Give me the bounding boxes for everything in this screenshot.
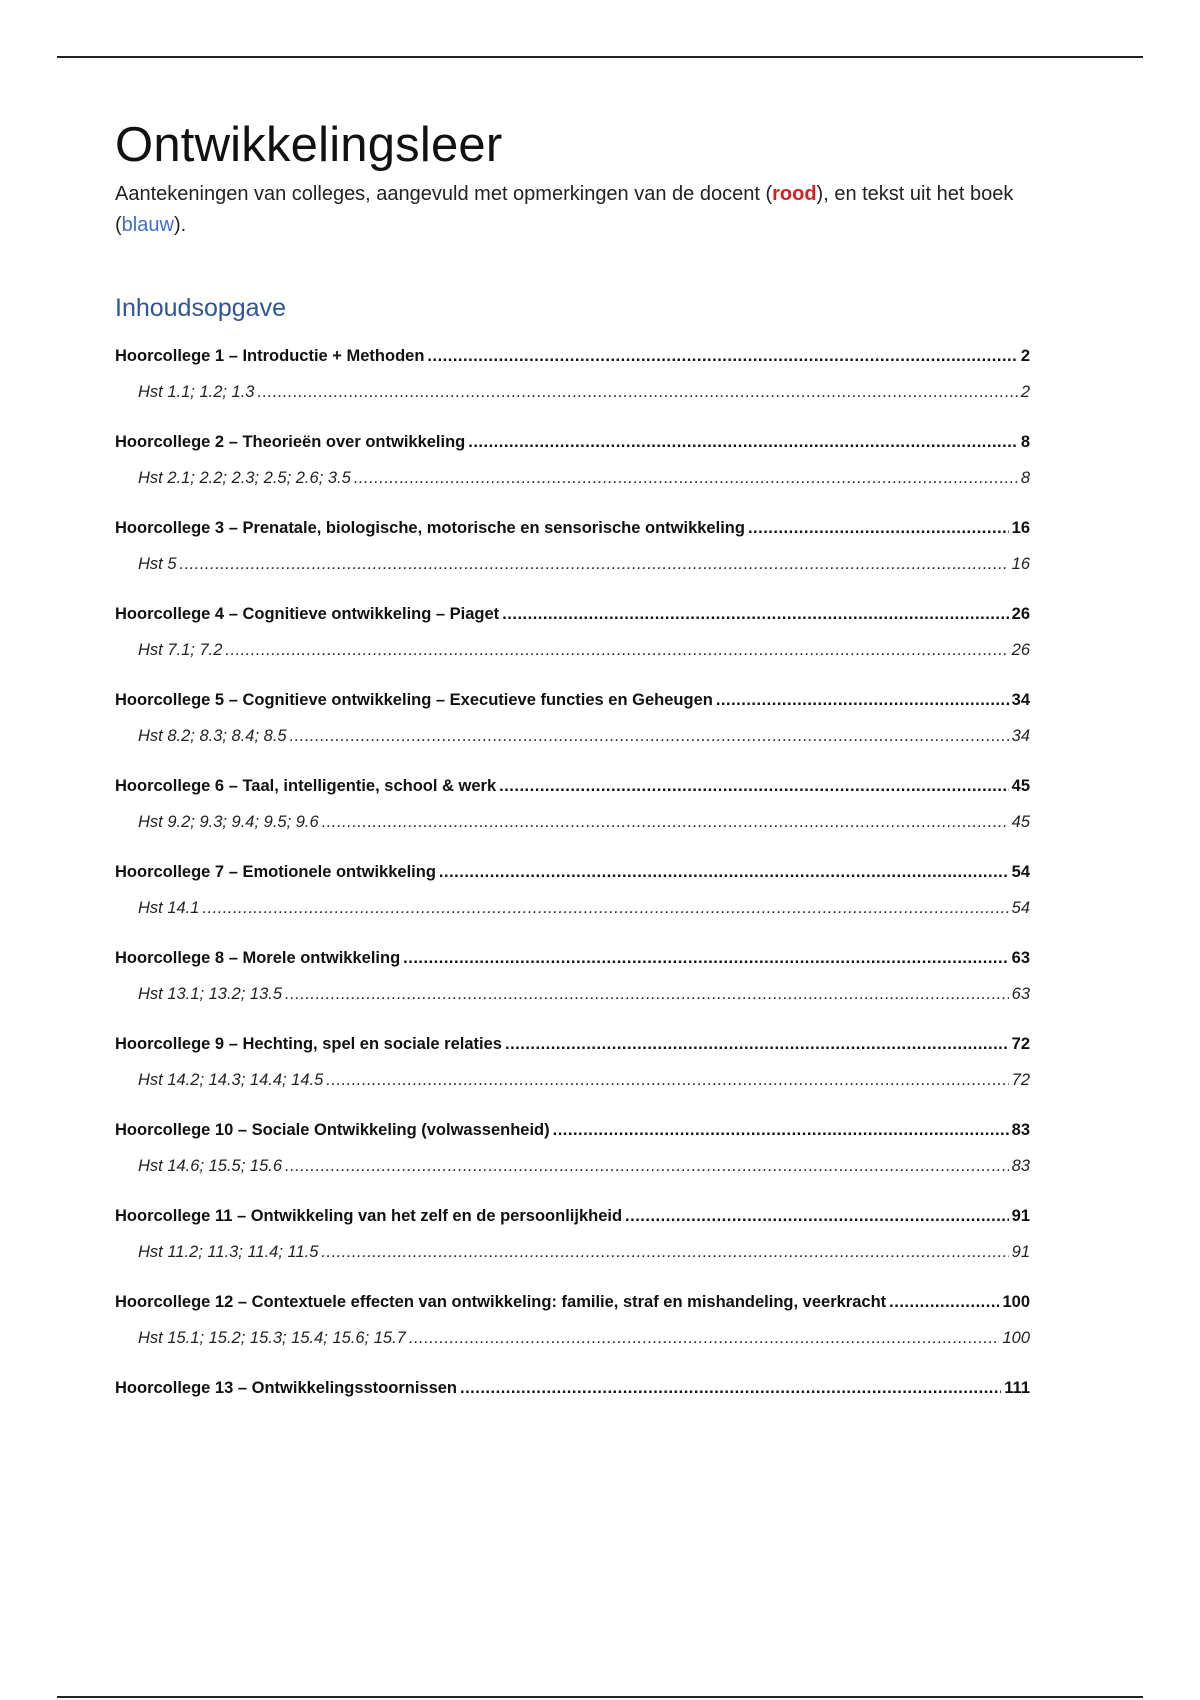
- table-of-contents: [115, 347, 1030, 1415]
- toc-entry[interactable]: [115, 777, 1030, 813]
- toc-entry-title: Hoorcollege 3 – Prenatale, biologische, motorische en sensorische ontwikkeling: [115, 519, 745, 537]
- toc-leader-dots: [257, 383, 1017, 402]
- toc-group: [115, 1035, 1030, 1108]
- toc-group: [115, 863, 1030, 936]
- toc-subentry-page: 83: [1011, 1157, 1030, 1175]
- toc-subentry-page: 72: [1011, 1071, 1030, 1089]
- toc-leader-dots: [553, 1121, 1009, 1140]
- toc-subentry-page: 45: [1011, 813, 1030, 831]
- toc-subentry[interactable]: [115, 727, 1030, 764]
- toc-leader-dots: [403, 949, 1008, 968]
- toc-leader-dots: [502, 605, 1008, 624]
- toc-leader-dots: [889, 1293, 999, 1312]
- toc-subentry-title: Hst 9.2; 9.3; 9.4; 9.5; 9.6: [138, 813, 319, 831]
- subtitle-text-1: Aantekeningen van colleges, aangevuld met opmerkingen van de docent (: [115, 183, 773, 205]
- toc-subentry-page: 100: [1002, 1329, 1030, 1347]
- toc-entry-page: 100: [1002, 1293, 1030, 1311]
- toc-subentry-title: Hst 14.1: [138, 899, 200, 917]
- toc-entry[interactable]: [115, 1293, 1030, 1329]
- toc-entry[interactable]: [115, 519, 1030, 555]
- toc-leader-dots: [716, 691, 1009, 710]
- toc-subentry[interactable]: [115, 1071, 1030, 1108]
- toc-subentry[interactable]: [115, 641, 1030, 678]
- toc-subentry[interactable]: [115, 985, 1030, 1022]
- toc-entry-page: 2: [1020, 347, 1030, 365]
- toc-entry[interactable]: [115, 1379, 1030, 1415]
- toc-entry-page: 83: [1011, 1121, 1030, 1139]
- toc-entry[interactable]: [115, 691, 1030, 727]
- document-body: [115, 115, 1030, 1428]
- toc-entry[interactable]: [115, 1207, 1030, 1243]
- toc-group: [115, 1293, 1030, 1366]
- toc-entry-page: 54: [1011, 863, 1030, 881]
- toc-entry-title: Hoorcollege 10 – Sociale Ontwikkeling (volwassenheid): [115, 1121, 550, 1139]
- toc-subentry-page: 54: [1011, 899, 1030, 917]
- subtitle-text-3: ).: [173, 214, 187, 236]
- toc-entry-page: 8: [1020, 433, 1030, 451]
- subtitle-blue-word: blauw: [121, 214, 174, 236]
- toc-subentry-page: 26: [1011, 641, 1030, 659]
- toc-subentry[interactable]: [115, 469, 1030, 506]
- toc-group: [115, 519, 1030, 592]
- toc-leader-dots: [322, 813, 1009, 832]
- toc-leader-dots: [285, 985, 1009, 1004]
- toc-subentry[interactable]: [115, 1329, 1030, 1366]
- toc-group: [115, 1379, 1030, 1415]
- footer-rule: [57, 1696, 1143, 1698]
- document-title: Ontwikkelingsleer: [115, 118, 503, 172]
- toc-subentry-page: 16: [1011, 555, 1030, 573]
- toc-group: [115, 1207, 1030, 1280]
- toc-entry-page: 45: [1011, 777, 1030, 795]
- toc-subentry-page: 91: [1011, 1243, 1030, 1261]
- toc-heading: Inhoudsopgave: [115, 294, 286, 322]
- toc-subentry-page: 2: [1020, 383, 1030, 401]
- toc-leader-dots: [468, 433, 1018, 452]
- toc-subentry[interactable]: [115, 1243, 1030, 1280]
- toc-subentry-page: 63: [1011, 985, 1030, 1003]
- toc-subentry[interactable]: [115, 383, 1030, 420]
- toc-subentry[interactable]: [115, 555, 1030, 592]
- toc-entry[interactable]: [115, 347, 1030, 383]
- toc-entry[interactable]: [115, 433, 1030, 469]
- toc-leader-dots: [409, 1329, 1000, 1348]
- toc-subentry-page: 34: [1011, 727, 1030, 745]
- toc-group: [115, 949, 1030, 1022]
- toc-entry-title: Hoorcollege 8 – Morele ontwikkeling: [115, 949, 401, 967]
- toc-leader-dots: [748, 519, 1009, 538]
- toc-subentry-title: Hst 8.2; 8.3; 8.4; 8.5: [138, 727, 287, 745]
- toc-leader-dots: [321, 1243, 1008, 1262]
- toc-entry-title: Hoorcollege 12 – Contextuele effecten van ontwikkeling: familie, straf en mishandeling, veerkracht: [115, 1293, 887, 1311]
- toc-leader-dots: [505, 1035, 1009, 1054]
- toc-entry[interactable]: [115, 605, 1030, 641]
- toc-entry[interactable]: [115, 1121, 1030, 1157]
- toc-subentry-title: Hst 13.1; 13.2; 13.5: [138, 985, 283, 1003]
- toc-subentry-title: Hst 14.2; 14.3; 14.4; 14.5: [138, 1071, 324, 1089]
- toc-entry-title: Hoorcollege 4 – Cognitieve ontwikkeling – Piaget: [115, 605, 500, 623]
- toc-leader-dots: [354, 469, 1018, 488]
- toc-subentry[interactable]: [115, 1157, 1030, 1194]
- toc-entry-page: 34: [1011, 691, 1030, 709]
- toc-entry-title: Hoorcollege 6 – Taal, intelligentie, school & werk: [115, 777, 497, 795]
- toc-entry-page: 72: [1011, 1035, 1030, 1053]
- toc-subentry-title: Hst 14.6; 15.5; 15.6: [138, 1157, 283, 1175]
- toc-leader-dots: [225, 641, 1008, 660]
- toc-entry-title: Hoorcollege 7 – Emotionele ontwikkeling: [115, 863, 436, 881]
- toc-entry-page: 91: [1011, 1207, 1030, 1225]
- toc-leader-dots: [180, 555, 1009, 574]
- toc-subentry-title: Hst 15.1; 15.2; 15.3; 15.4; 15.6; 15.7: [138, 1329, 406, 1347]
- toc-subentry[interactable]: [115, 899, 1030, 936]
- toc-entry-title: Hoorcollege 11 – Ontwikkeling van het zelf en de persoonlijkheid: [115, 1207, 623, 1225]
- toc-group: [115, 691, 1030, 764]
- toc-subentry[interactable]: [115, 813, 1030, 850]
- toc-entry-page: 111: [1004, 1379, 1030, 1397]
- toc-group: [115, 605, 1030, 678]
- toc-subentry-title: Hst 5: [138, 555, 177, 573]
- toc-subentry-title: Hst 7.1; 7.2: [138, 641, 223, 659]
- toc-subentry-page: 8: [1020, 469, 1030, 487]
- header-rule: [57, 56, 1143, 58]
- toc-entry-page: 63: [1011, 949, 1030, 967]
- toc-entry[interactable]: [115, 1035, 1030, 1071]
- subtitle-text-2: ), en tekst uit het boek (: [115, 183, 1014, 236]
- toc-subentry-title: Hst 2.1; 2.2; 2.3; 2.5; 2.6; 3.5: [138, 469, 351, 487]
- subtitle-red-word: rood: [772, 183, 817, 205]
- toc-group: [115, 433, 1030, 506]
- toc-entry-title: Hoorcollege 5 – Cognitieve ontwikkeling – Executieve functies en Geheugen: [115, 691, 713, 709]
- toc-group: [115, 777, 1030, 850]
- toc-leader-dots: [285, 1157, 1009, 1176]
- toc-leader-dots: [460, 1379, 1001, 1398]
- toc-subentry-title: Hst 1.1; 1.2; 1.3: [138, 383, 255, 401]
- toc-leader-dots: [290, 727, 1009, 746]
- toc-leader-dots: [427, 347, 1017, 366]
- toc-leader-dots: [499, 777, 1009, 796]
- toc-entry-title: Hoorcollege 9 – Hechting, spel en sociale relaties: [115, 1035, 502, 1053]
- toc-entry[interactable]: [115, 949, 1030, 985]
- toc-entry-page: 16: [1011, 519, 1030, 537]
- document-subtitle: [115, 179, 1030, 241]
- toc-entry-title: Hoorcollege 1 – Introductie + Methoden: [115, 347, 425, 365]
- toc-leader-dots: [625, 1207, 1009, 1226]
- toc-group: [115, 347, 1030, 420]
- toc-leader-dots: [439, 863, 1009, 882]
- toc-group: [115, 1121, 1030, 1194]
- toc-entry[interactable]: [115, 863, 1030, 899]
- toc-entry-title: Hoorcollege 13 – Ontwikkelingsstoornissen: [115, 1379, 458, 1397]
- toc-leader-dots: [326, 1071, 1008, 1090]
- toc-subentry-title: Hst 11.2; 11.3; 11.4; 11.5: [138, 1243, 319, 1261]
- toc-entry-page: 26: [1011, 605, 1030, 623]
- toc-entry-title: Hoorcollege 2 – Theorieën over ontwikkeling: [115, 433, 466, 451]
- toc-leader-dots: [202, 899, 1008, 918]
